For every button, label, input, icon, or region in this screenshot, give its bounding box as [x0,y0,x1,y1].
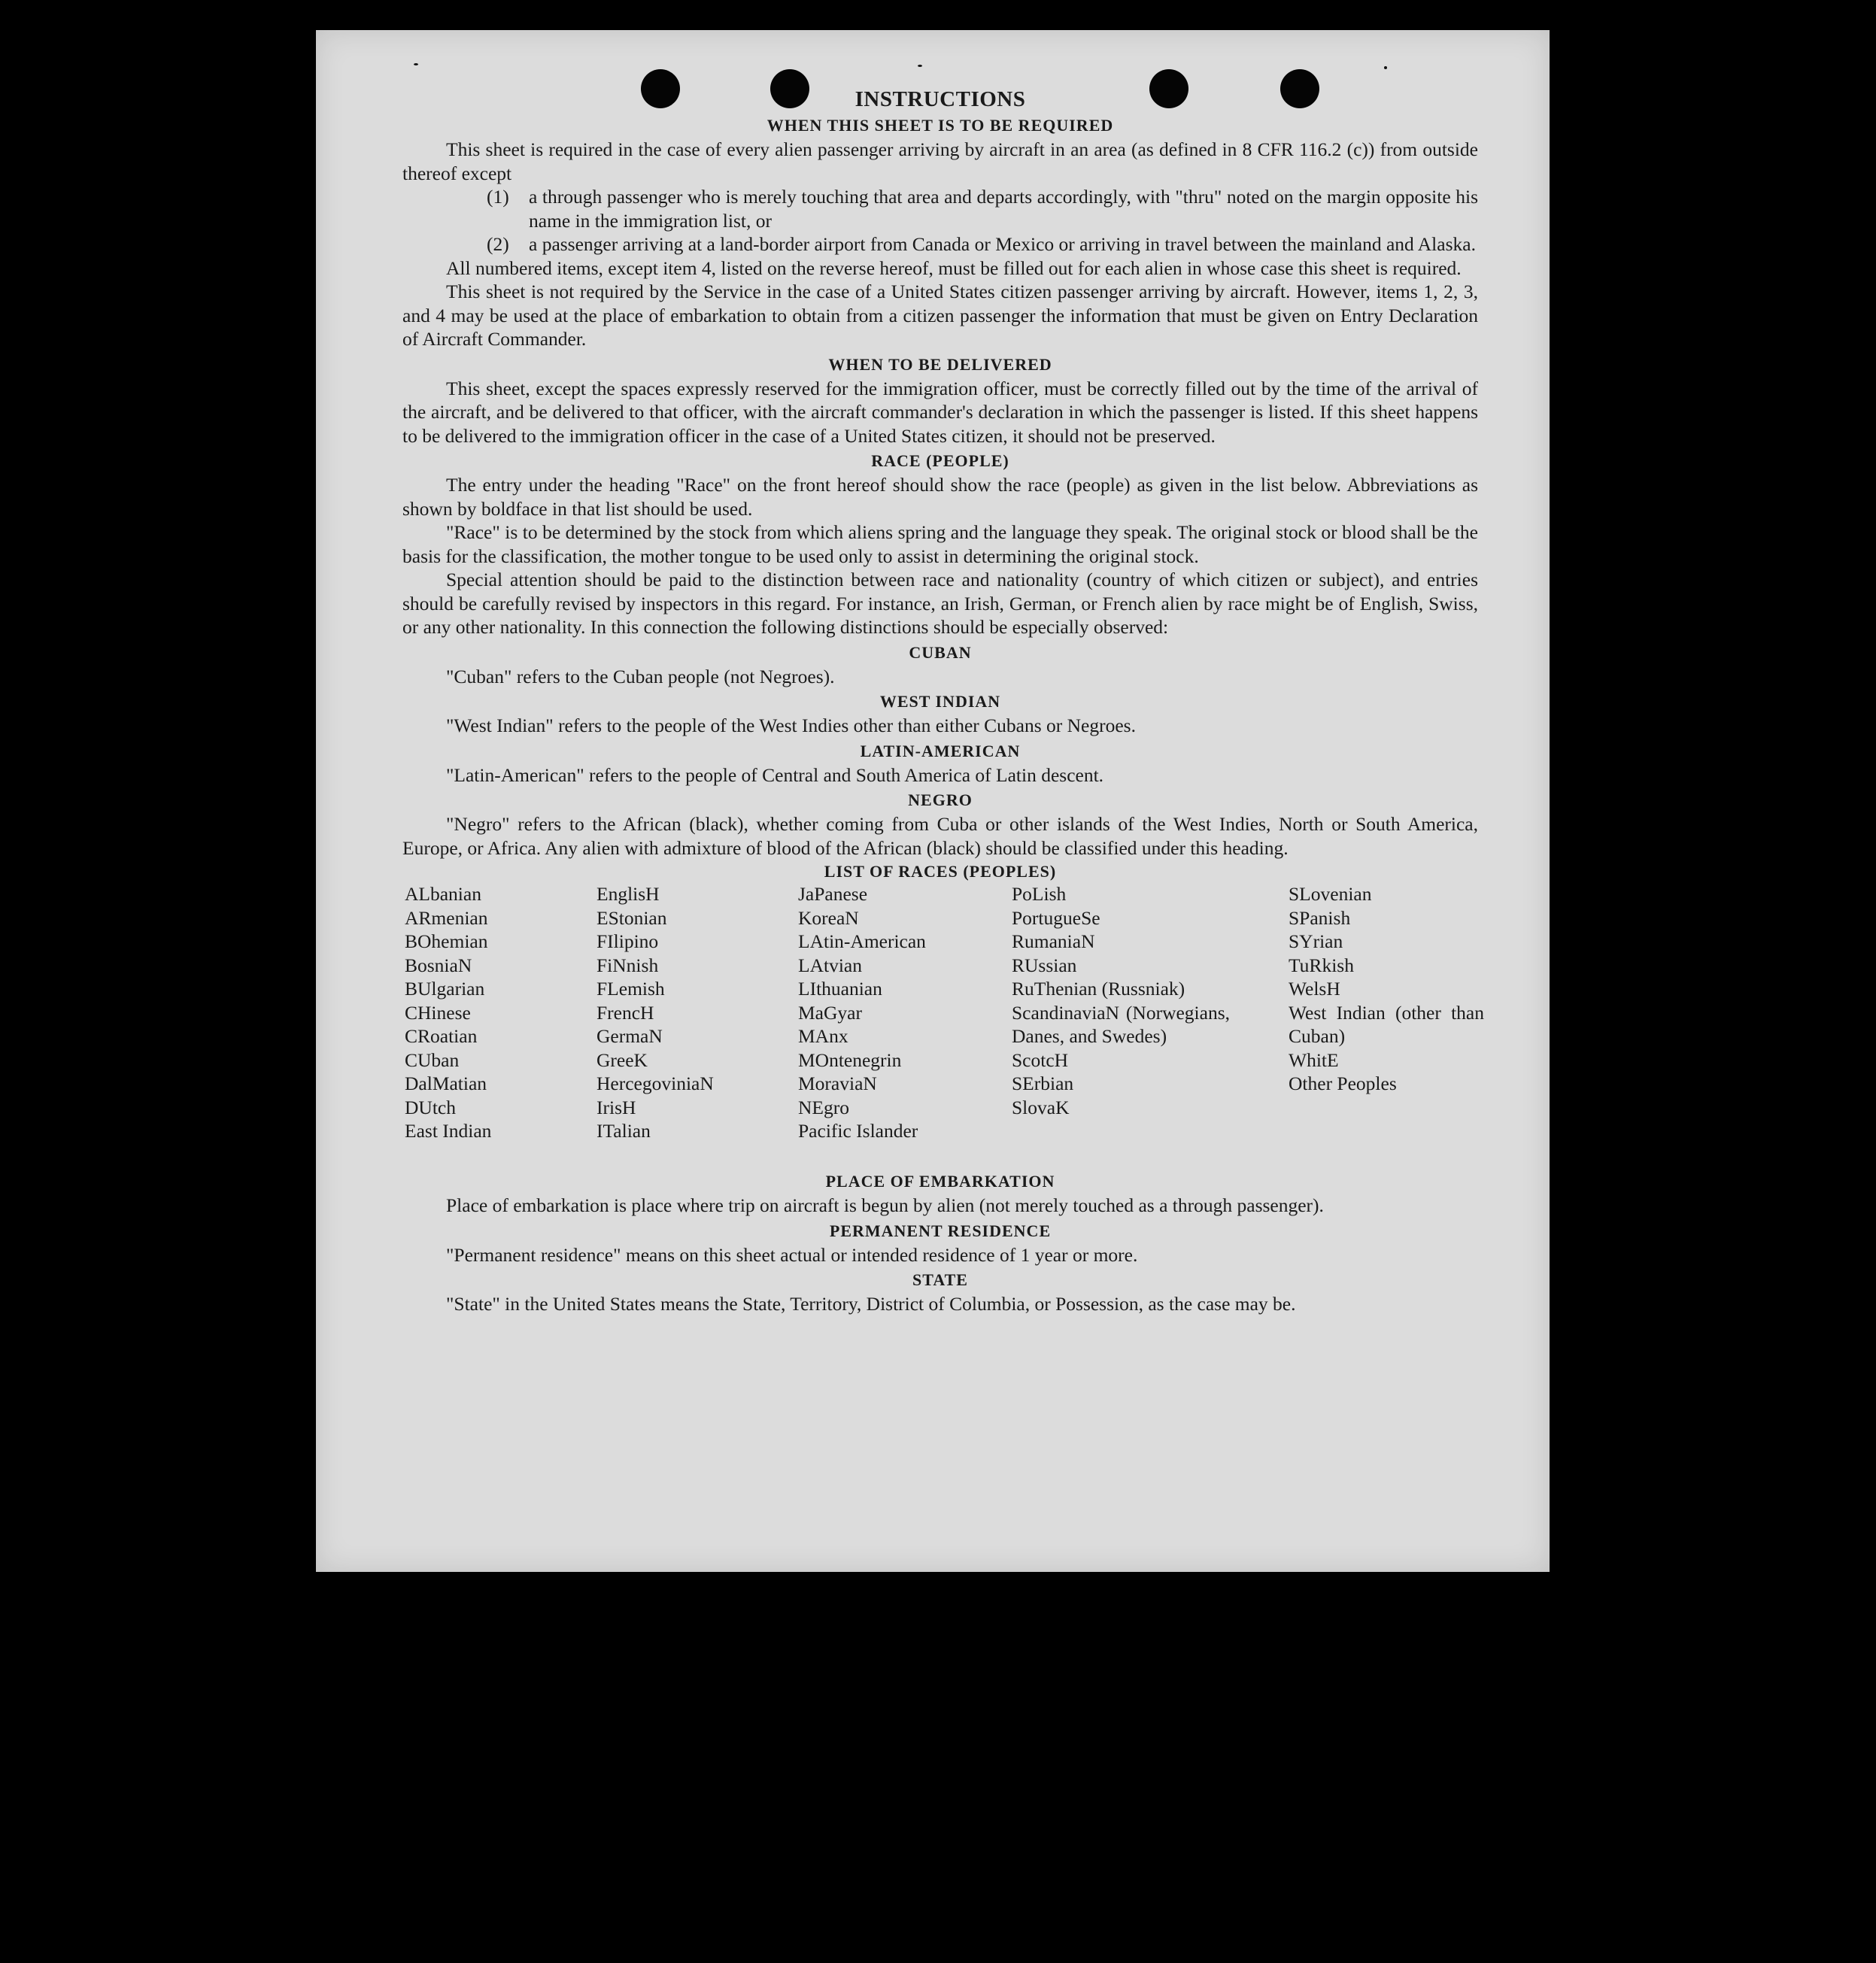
race-entry: KoreaN [798,906,859,929]
race-entry: WhitE [1289,1048,1339,1071]
paragraph: This sheet is not required by the Service in the case of a United States citizen passenger arriving by aircraft. However, items 1, 2, 3, and 4 may be used at the place of embarkation to obtain from a citizen passenger the information that must be given on Entry Declaration of Aircraft Commander. [402,281,1478,350]
race-entry: BUlgarian [405,978,485,1000]
race-entry: ARmenian [405,906,488,929]
race-entry: CHinese [405,1001,471,1024]
race-entry: DalMatian [405,1073,487,1094]
paragraph: All numbered items, except item 4, listed on the reverse hereof, must be filled out for each alien in whose case this sheet is required. [446,256,1462,279]
paragraph: Special attention should be paid to the distinction between race and nationality (country of which citizen or subject), and entries should be carefully revised by inspectors in this regard. For instance, an Irish, German, or French alien by race might be of English, Swiss, or any other nationality. In this connection the following distinctions should be especially observed: [402,569,1478,638]
paragraph: Place of embarkation is place where trip on aircraft is begun by alien (not merely touched as a through passenger). [446,1194,1324,1216]
race-entry: MaGyar [798,1001,862,1024]
races-column [1289,882,1484,1096]
section-heading-state: STATE [912,1270,968,1289]
section-heading-delivered: WHEN TO BE DELIVERED [828,354,1052,374]
race-entry: RuThenian (Russniak) [1012,978,1185,1000]
races-column [596,882,714,1143]
document-sheet [316,30,1550,1572]
race-entry: RumaniaN [1012,930,1095,952]
paragraph: "Race" is to be determined by the stock from which aliens spring and the language they speak. The original stock or blood shall be the basis for the classification, the mother tongue to be used only to assist in determining the original stock. [402,521,1478,567]
race-entry: RUssian [1012,954,1077,976]
section-heading-residence: PERMANENT RESIDENCE [829,1221,1052,1240]
race-entry: PortugueSe [1012,906,1100,929]
races-column [405,882,491,1143]
race-entry: WelsH [1289,978,1340,1000]
race-entry: FIlipino [596,930,659,952]
races-list-title: LIST OF RACES (PEOPLES) [824,862,1057,881]
section-heading-race: RACE (PEOPLE) [871,451,1009,470]
race-entry: EStonian [596,906,667,929]
section-heading-latin-american: LATIN-AMERICAN [860,741,1021,760]
race-entry: Pacific Islander [798,1120,918,1142]
race-entry: SPanish [1289,906,1351,929]
race-entry: ALbanian [405,883,481,905]
race-entry: ScandinaviaN (Norwegians, Danes, and Swedes) [1012,1001,1230,1047]
paragraph: "Latin-American" refers to the people of Central and South America of Latin descent. [446,763,1104,786]
race-entry: TuRkish [1289,954,1354,976]
race-entry: BOhemian [405,930,488,952]
race-entry: GermaN [596,1025,663,1047]
race-entry: Other Peoples [1289,1073,1397,1094]
race-entry: PoLish [1012,883,1067,905]
race-entry: LAtvian [798,954,862,976]
paragraph: The entry under the heading "Race" on the front hereof should show the race (people) as given in the list below. Abbreviations as shown by boldface in that list should be used. [402,474,1478,520]
paragraph: "Cuban" refers to the Cuban people (not Negroes). [446,665,835,687]
instructions-content [402,86,1484,1316]
race-entry: CUban [405,1048,460,1071]
race-entry: FiNnish [596,954,659,976]
race-entry: ScotcH [1012,1048,1069,1071]
section-heading-negro: NEGRO [908,790,973,809]
paragraph: This sheet, except the spaces expressly reserved for the immigration officer, must be correctly filled out by the time of the arrival of the aircraft, and be delivered to that officer, with the aircraft commander's declaration in which the passenger is listed. If this sheet happens to be delivered to the immigration officer in the case of a United States citizen, it should not be preserved. [402,377,1478,447]
race-entry: JaPanese [798,883,868,905]
item-text: a through passenger who is merely touching that area and departs accordingly, with "thru" noted on the margin opposite his name in the immigration list, or [529,186,1478,232]
item-number: (1) [487,186,509,208]
race-entry: SlovaK [1012,1096,1070,1118]
section-heading-embarkation: PLACE OF EMBARKATION [825,1172,1055,1191]
race-entry: ITalian [596,1120,651,1142]
list-item [487,232,1478,256]
race-entry: LIthuanian [798,978,882,1000]
race-entry: MoraviaN [798,1073,877,1094]
race-entry: LAtin-American [798,930,926,952]
section-heading-required: WHEN THIS SHEET IS TO BE REQUIRED [766,116,1114,135]
races-column [798,882,926,1143]
race-entry: IrisH [596,1096,636,1118]
races-column [1012,882,1230,1119]
race-entry: GreeK [596,1048,648,1071]
race-entry: EnglisH [596,883,660,905]
race-entry: CRoatian [405,1025,478,1047]
races-list [402,882,1484,1168]
race-entry: East Indian [405,1120,492,1142]
paragraph: "State" in the United States means the State, Territory, District of Columbia, or Possession, as the case may be. [446,1293,1296,1315]
race-entry: West Indian (other than Cuban) [1289,1001,1484,1047]
race-entry: SLovenian [1289,883,1372,905]
paragraph: "Permanent residence" means on this sheet actual or intended residence of 1 year or more. [446,1243,1138,1266]
item-text: a passenger arriving at a land-border airport from Canada or Mexico or arriving in travel between the mainland and Alaska. [529,233,1476,255]
race-entry: SErbian [1012,1073,1074,1094]
race-entry: HercegoviniaN [596,1073,714,1094]
race-entry: DUtch [405,1096,456,1118]
item-number: (2) [487,233,509,255]
race-entry: BosniaN [405,954,472,976]
paragraph: "Negro" refers to the African (black), whether coming from Cuba or other islands of the West Indies, North or South America, Europe, or Africa. Any alien with admixture of blood of the African (black) should be classified under this heading. [402,813,1478,859]
instructions-title: INSTRUCTIONS [855,87,1026,111]
section-heading-west-indian: WEST INDIAN [879,692,1001,711]
section-heading-cuban: CUBAN [909,642,972,662]
race-entry: NEgro [798,1096,849,1118]
paragraph: This sheet is required in the case of every alien passenger arriving by aircraft in an area (as defined in 8 CFR 116.2 (c)) from outside thereof except [402,138,1478,184]
paragraph: "West Indian" refers to the people of the West Indies other than either Cubans or Negroes. [446,715,1136,736]
race-entry: MAnx [798,1025,848,1047]
race-entry: FLemish [596,978,665,1000]
race-entry: SYrian [1289,930,1343,952]
race-entry: MOntenegrin [798,1048,902,1071]
list-item [487,185,1478,232]
race-entry: FrencH [596,1001,654,1024]
